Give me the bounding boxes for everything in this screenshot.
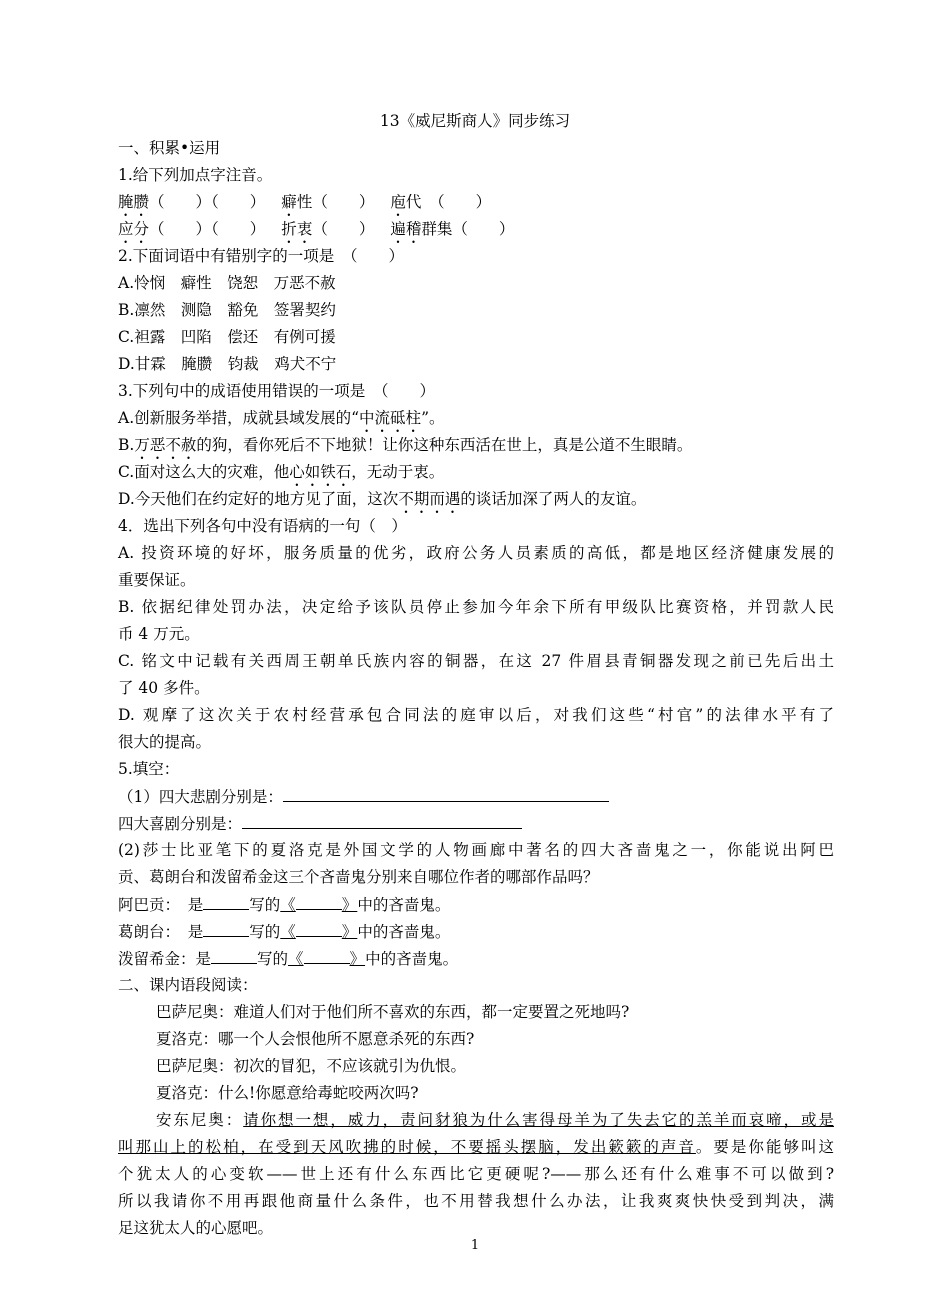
miser-row-1: 阿巴贡： 是 写的《 》中的吝啬鬼。 [118, 891, 450, 919]
question-5-stem: 5.填空： [118, 760, 180, 778]
antonio-line-5: 足这犹太人的心愿吧。 [118, 1219, 274, 1237]
question-4-option-a-line-2: 重要保证。 [118, 571, 196, 589]
question-4-stem: 4．选出下列各句中没有语病的一句（ ） [118, 517, 407, 535]
question-1-row-2: 应分（ ）（ ） 折衷（ ） 遍稽群集（ ） [118, 220, 515, 238]
antonio-line-1: 安东尼奥：请你想一想，威力，责问豺狼为什么害得母羊为了失去它的羔羊而哀啼，或是 [156, 1111, 834, 1129]
work-blank[interactable] [296, 891, 342, 910]
dialog-line: 巴萨尼奥：难道人们对于他们所不喜欢的东西，都一定要置之死地吗? [156, 1003, 630, 1021]
question-1-row-1: 腌臜（ ）（ ） 癖性（ ） 庖代 （ ） [118, 193, 492, 211]
question-2-option-a: A.怜悯 癖性 饶恕 万恶不赦 [118, 274, 336, 292]
antonio-line-4: 所以我请你不用再跟他商量什么条件，也不用替我想什么办法，让我爽爽快快受到判决，满 [118, 1192, 834, 1210]
work-blank[interactable] [296, 918, 342, 937]
question-3-option-d: D.今天他们在约定好的地方见了面，这次不期而遇的谈话加深了两人的友谊。 [118, 490, 647, 508]
answer-blank[interactable] [242, 810, 522, 829]
question-4-option-b-line-2: 币 4 万元。 [118, 625, 200, 643]
section-heading-1: 一、积累•运用 [118, 139, 221, 157]
question-2-option-b: B.凛然 测隐 豁免 签署契约 [118, 301, 336, 319]
question-2-stem: 2.下面词语中有错别字的一项是 （ ） [118, 247, 405, 265]
question-4-option-b-line-1: B. 依据纪律处罚办法，决定给予该队员停止参加今年余下所有甲级队比赛资格，并罚款人民 [118, 598, 834, 616]
question-3-option-a: A.创新服务举措，成就县域发展的“中流砥柱”。 [118, 409, 445, 427]
author-blank[interactable] [211, 945, 257, 964]
question-3-stem: 3.下列句中的成语使用错误的一项是 （ ） [118, 382, 436, 400]
antonio-line-2: 叫那山上的松柏，在受到天风吹拂的时候，不要摇头摆脑，发出簌簌的声音。要是你能够叫这 [118, 1138, 834, 1156]
answer-blank[interactable] [283, 783, 609, 802]
question-5-part-1b: 四大喜剧分别是： [118, 810, 522, 838]
question-5-part-2-line-1: (2)莎士比亚笔下的夏洛克是外国文学的人物画廊中著名的四大吝啬鬼之一，你能说出阿巴 [118, 841, 834, 859]
miser-row-2: 葛朗台： 是 写的《 》中的吝啬鬼。 [118, 918, 450, 946]
question-1-stem: 1.给下列加点字注音。 [118, 166, 273, 184]
question-3-option-c: C.面对这么大的灾难，他心如铁石，无动于衷。 [118, 463, 445, 481]
question-5-part-1: （1）四大悲剧分别是： [118, 783, 609, 811]
question-2-option-d: D.甘霖 腌臜 钧裁 鸡犬不宁 [118, 355, 337, 373]
question-4-option-d-line-2: 很大的提高。 [118, 733, 212, 751]
miser-row-3: 泼留希金：是 写的《 》中的吝啬鬼。 [118, 945, 458, 973]
question-4-option-c-line-1: C. 铭文中记载有关西周王朝单氏族内容的铜器，在这 27 件眉县青铜器发现之前已先后出土 [118, 652, 834, 670]
author-blank[interactable] [203, 918, 249, 937]
dialog-line: 巴萨尼奥：初次的冒犯，不应该就引为仇恨。 [156, 1057, 467, 1075]
work-blank[interactable] [304, 945, 350, 964]
dialog-line: 夏洛克：什么!你愿意给毒蛇咬两次吗? [156, 1084, 419, 1102]
question-4-option-c-line-2: 了 40 多件。 [118, 679, 210, 697]
question-4-option-d-line-1: D. 观摩了这次关于农村经营承包合同法的庭审以后，对我们这些“村官”的法律水平有了 [118, 706, 834, 724]
page-number: 1 [470, 1238, 480, 1253]
question-3-option-b: B.万恶不赦的狗，看你死后不下地狱！让你这种东西活在世上，真是公道不生眼睛。 [118, 436, 693, 454]
question-5-part-2-line-2: 贡、葛朗台和泼留希金这三个吝啬鬼分别来自哪位作者的哪部作品吗？ [118, 868, 599, 886]
page-title: 13《威尼斯商人》同步练习 [379, 112, 571, 130]
dialog-line: 夏洛克：哪一个人会恨他所不愿意杀死的东西? [156, 1030, 475, 1048]
antonio-line-3: 个犹太人的心变软——世上还有什么东西比它更硬呢?——那么还有什么难事不可以做到? [118, 1165, 834, 1183]
question-4-option-a-line-1: A. 投资环境的好坏，服务质量的优劣，政府公务人员素质的高低，都是地区经济健康发展的 [118, 544, 834, 562]
question-2-option-c: C.袒露 凹陷 偿还 有例可援 [118, 328, 336, 346]
section-heading-2: 二、课内语段阅读： [118, 976, 258, 994]
author-blank[interactable] [203, 891, 249, 910]
